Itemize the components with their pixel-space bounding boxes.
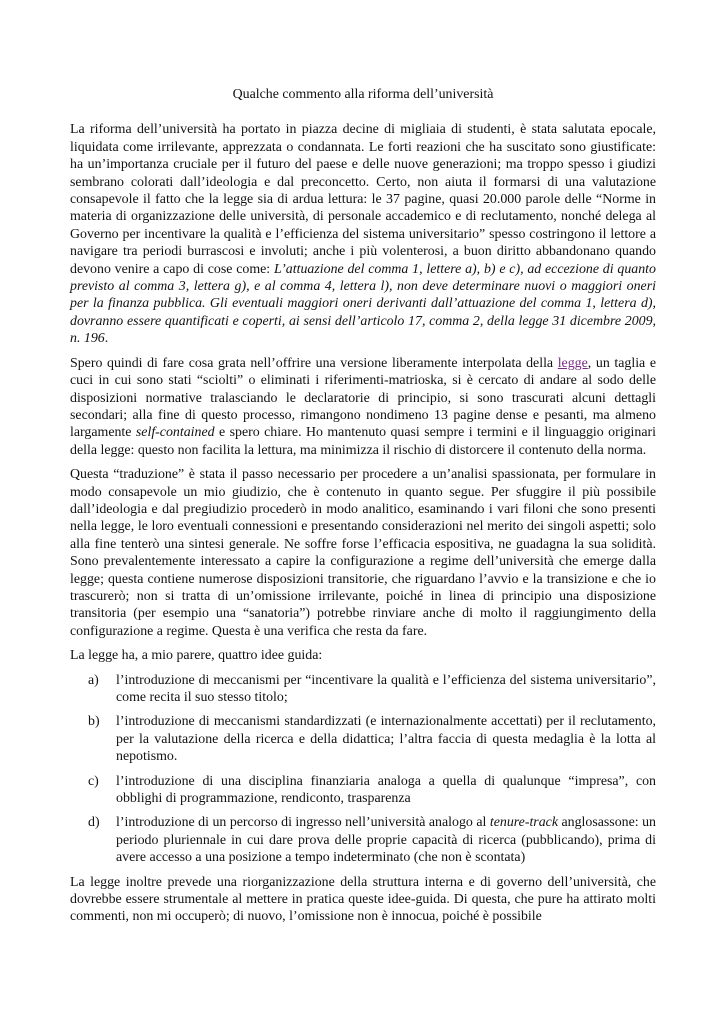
paragraph-translation-end: e spero chiare. Ho mantenuto quasi sempre i termini e il linguaggio originari della legge: questo non facilita la lettura, ma minimizza il rischio di distorcere il contenuto della norma. — [70, 425, 656, 458]
law-quote: L’attuazione del comma 1, lettere a), b) e c), ad eccezione di quanto previsto al comma 3, lettera g), e al comma 4, lettera l), non deve determinare nuovi o maggiori oneri per la finanza pubblica. Gli eventuali maggiori oneri derivanti dall’attuazione del comma 1, lettera d), dovranno essere quantificati e coperti, ai sensi dell’articolo 17, comma 2, della legge 31 dicembre 2009, n. 196 — [70, 261, 656, 347]
list-marker: d) — [88, 815, 100, 831]
list-item-text: l’introduzione di meccanismi standardizzati (e internazionalmente accettati) per il reclutamento, per la valutazione della ricerca e della didattica; l’altra faccia di questa medaglia è la lotta al nepotismo. — [116, 714, 656, 765]
list-item-text: l’introduzione di una disciplina finanziaria analoga a quella di qualunque “impresa”, con obblighi di programmazione, rendiconto, trasparenza — [116, 773, 656, 807]
document-page — [70, 86, 656, 933]
list-item — [70, 672, 656, 707]
paragraph-reorganization: La legge inoltre prevede una riorganizzazione della struttura interna e di governo dell’università, che dovrebbe essere strumentale al mettere in pratica queste idee-guida. Di questa, che pure ha attirato molti commenti, non mi occuperò; di nuovo, l’omissione non è innocua, poiché è possibile — [70, 874, 656, 925]
list-item — [70, 814, 656, 866]
document-title: Qualche commento alla riforma dell’università — [232, 87, 494, 102]
paragraph-intro-end: . — [104, 331, 109, 347]
self-contained-term: self-contained — [135, 425, 215, 441]
paragraph-intro-text: La riforma dell’università ha portato in piazza decine di migliaia di studenti, è stata salutata epocale, liquidata come irrilevante, apprezzata o condannata. Le forti reazioni che ha suscitato sono giustificate: ha un’importanza cruciale per il futuro del paese e delle nuove generazioni; ma troppo spesso i giudizi sembrano colorati dall’ideologia e dal preconcetto. Certo, non aiuta il formarsi di una valutazione consapevole il fatto che la legge sia di ardua lettura: le 37 pagine, quasi 20.000 parole delle “Norme in materia di organizzazione delle università, di personale accademico e di reclutamento, nonché delega al Governo per incentivare la qualità e l’efficienza del sistema universitario” spesso costringono il lettore a navigare tra periodi burrascosi e involuti; anche i più volenterosi, a buon diritto abbandonano quando devono venire a capo di cose come: — [70, 122, 656, 277]
list-marker: b) — [88, 714, 100, 730]
list-item — [70, 713, 656, 765]
paragraph-intro — [70, 121, 656, 347]
list-item — [70, 773, 656, 808]
paragraph-translation-start: Spero quindi di fare cosa grata nell’offrire una versione liberamente interpolata della — [70, 355, 558, 371]
list-marker: c) — [88, 773, 99, 789]
list-item-text-start: l’introduzione di un percorso di ingresso nell’università analogo al — [116, 815, 490, 831]
guide-ideas-list — [70, 672, 656, 867]
paragraph-translation-middle: , un taglia e cuci in cui sono stati “sciolti” o eliminati i riferimenti-matrioska, si è cercato di andare al sodo delle disposizioni normative tralasciando le declaratorie di principio, si sono trascurati alcuni dettagli secondari; alla fine di questo processo, rimangono nondimeno 13 pagine dense e pesanti, ma almeno largamente — [70, 355, 656, 441]
list-item-text-end: anglosassone: un periodo pluriennale in cui dare prova delle proprie capacità di ricerca (pubblicando), prima di avere accesso a una posizione a tempo indeterminato (che non è scontata) — [116, 815, 656, 866]
list-marker: a) — [88, 672, 99, 688]
law-link[interactable]: legge — [557, 355, 588, 371]
paragraph-analysis: Questa “traduzione” è stata il passo necessario per procedere a un’analisi spassionata, per formulare in modo consapevole un mio giudizio, che è contenuto in quanto segue. Per sfuggire il più possibile dall’ideologia e dal pregiudizio procederò in modo analitico, esaminando i vari filoni che sono presenti nella legge, le loro eventuali connessioni e presentando considerazioni nel merito dei singoli aspetti; solo alla fine tenterò una sintesi generale. Ne soffre forse l’efficacia espositiva, ne guadagna la sua solidità. Sono prevalentemente interessato a capire la configurazione a regime dell’università che emerge dalla legge; questa contiene numerose disposizioni transitorie, che riguardano l’avvio e la transizione e che io trascurerò; non si tratta di un’omissione irrilevante, poiché in linea di principio una disposizione transitoria (per esempio una “sanatoria”) potrebbe rinviare anche di molto il raggiungimento della configurazione a regime. Questa è una verifica che resta da fare. — [70, 467, 656, 639]
paragraph-guides-intro: La legge ha, a mio parere, quattro idee guida: — [70, 648, 323, 664]
list-item-text: l’introduzione di meccanismi per “incentivare la qualità e l’efficienza del sistema universitario”, come recita il suo stesso titolo; — [116, 672, 656, 705]
tenure-track-term: tenure-track — [489, 815, 558, 831]
paragraph-translation — [70, 355, 656, 459]
